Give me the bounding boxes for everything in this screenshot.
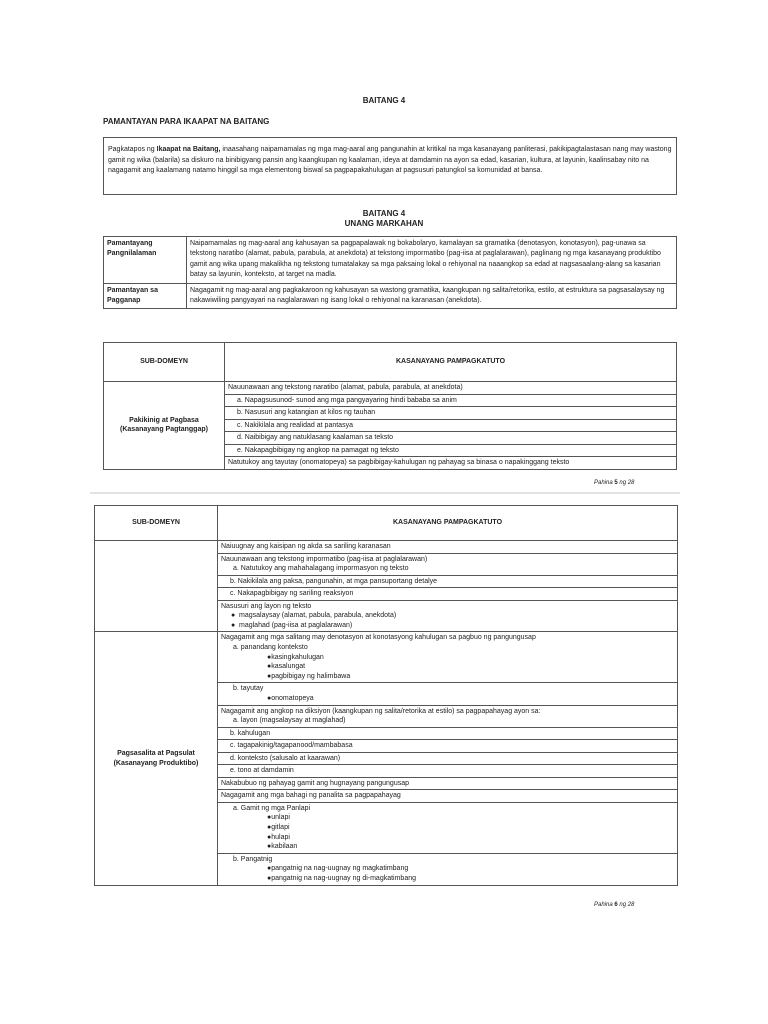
footer-label: Pahina	[594, 902, 615, 908]
table-row: b. Nakikilala ang paksa, pangunahin, at mga pansuportang detalye	[218, 575, 678, 588]
table-row	[218, 802, 678, 853]
row-bullet: kasalungat	[271, 663, 306, 671]
row-bullet: magsalaysay (alamat, pabula, parabula, anekdota)	[239, 612, 397, 620]
bullet-icon: ●	[267, 663, 272, 671]
subdomain-cell: Pagsasalita at Pagsulat (Kasanayang Produktibo)	[95, 632, 218, 885]
page-number-6	[594, 902, 634, 908]
page-divider	[90, 492, 680, 494]
table-row: Nagagamit ang mga bahagi ng panalita sa pagpapahayag	[218, 790, 678, 803]
row-bullet: unlapi	[271, 814, 290, 822]
footer-total: ng 28	[617, 902, 635, 908]
table-row	[218, 853, 678, 885]
row-text: Nagagamit ang mga salitang may denotasyon at konotasyong kahulugan sa pagbuo ng pangungusap	[221, 634, 536, 642]
table-row: b. kahulugan	[218, 727, 678, 740]
quarter-subtitle: UNANG MARKAHAN	[344, 219, 424, 228]
page-title: BAITANG 4	[362, 96, 406, 105]
standard-text: Nagagamit ng mag-aaral ang pagkakaroon ng kahusayan sa wastong gramatika, kaangkupan ng salita/retorika, estilo, at estruktura sa pagsasalaysay ng nakawiwiling pangyayari na naglalarawan ng isang lokal o rehiyonal na karanasan (anekdota).	[187, 283, 677, 309]
competency-table-page5	[103, 342, 677, 470]
row-text: Nagagamit ang angkop na diksiyon (kaangkupan ng salita/retorika at estilo) sa pagpapahayag ayon sa:	[221, 707, 541, 715]
row-bullet: kasingkahulugan	[271, 653, 324, 661]
quarter-title: BAITANG 4	[362, 209, 406, 218]
footer-number: 5	[614, 480, 618, 486]
table-row: b. Nasusuri ang katangian at kilos ng tauhan	[225, 407, 677, 420]
standards-heading: PAMANTAYAN PARA IKAAPAT NA BAITANG	[103, 117, 270, 126]
row-subitem: b. Pangatnig	[233, 855, 273, 863]
table-row	[218, 553, 678, 575]
table-row	[218, 632, 678, 683]
footer-number: 6	[614, 902, 618, 908]
table-row: c. Nakapagbibigay ng sariling reaksiyon	[218, 588, 678, 601]
row-bullet: pagbibigay ng halimbawa	[271, 672, 351, 680]
bullet-icon: ●	[267, 865, 272, 873]
table-row: Nakabubuo ng pahayag gamit ang hugnayang pangungusap	[218, 777, 678, 790]
table-row: c. Nakikilala ang realidad at pantasya	[225, 419, 677, 432]
bullet-icon: ●	[267, 695, 272, 703]
row-text: Nauunawaan ang tekstong impormatibo (pag-iisa at paglalarawan)	[221, 555, 428, 563]
standard-row	[104, 237, 677, 284]
standard-label: Pamantayan sa Pagganap	[104, 283, 187, 309]
table-row: c. tagapakinig/tagapanood/mambabasa	[218, 740, 678, 753]
subdomain-cell: Pakikinig at Pagbasa (Kasanayang Pagtanggap)	[104, 382, 225, 470]
row-text: Nasusuri ang layon ng teksto	[221, 602, 312, 610]
column-header-subdomain: SUB-DOMEYN	[95, 506, 218, 541]
row-bullet: hulapi	[271, 833, 290, 841]
bullet-icon: ●	[267, 874, 272, 882]
intro-text-rest: inaasahang naipamamalas ng mga mag-aaral ang pangunahin at kritikal na mga kasanayang panliterasi, pakikipagtalastasan nang may wastong gamit ng wika (balarila) sa diskuro na binibigyang pansin ang kaangkupan ng kaalaman, ideya at damdamin na ayon sa edad, kasarian, kultura, at layunin, kaalinsabay nito na nagagamit ang kaalamang natamo hinggil sa mga elementong biswal sa pagpapakahulugan at pagsusuri patungkol sa komunidad at bansa.	[108, 146, 672, 175]
table-row	[218, 600, 678, 632]
table-row	[218, 705, 678, 727]
column-header-competency: KASANAYANG PAMPAGKATUTO	[218, 506, 678, 541]
page-number-5	[594, 480, 634, 486]
standard-text: Naipamamalas ng mag-aaral ang kahusayan sa pagpapalawak ng bokabolaryo, kamalayan sa gramatika (denotasyon, konotasyon), pag-unawa sa tekstong naratibo (alamat, pabula, parabula, at anekdota) at tekstong impormatibo (pag-iisa at paglalarawan), paglinang ng mga kasanayang produktibo gamit ang wika upang makalikha ng tekstong tumatalakay sa mga paksaing lokal o rehiyonal na naaangkop sa edad at nagsasaalang-alang sa kasarian batay sa layunin, konteksto, at target na madla.	[187, 237, 677, 284]
bullet-icon: ●	[267, 814, 272, 822]
bullet-icon: ●	[267, 653, 272, 661]
bullet-icon: ●	[267, 833, 272, 841]
row-bullet: pangatnig na nag-uugnay ng di-magkatimbang	[271, 874, 417, 882]
intro-grade-emphasis: Ikaapat na Baitang,	[156, 146, 221, 153]
row-subitem: a. Gamit ng mga Panlapi	[233, 804, 311, 812]
table-row: e. Nakapagbibigay ng angkop na pamagat ng teksto	[225, 444, 677, 457]
row-bullet: gitlapi	[271, 824, 290, 831]
column-header-subdomain: SUB-DOMEYN	[104, 343, 225, 382]
footer-total: ng 28	[617, 480, 635, 486]
intro-text-start: Pagkatapos ng	[108, 146, 157, 153]
row-subitem: a. panandang konteksto	[233, 644, 308, 652]
table-row: Natutukoy ang tayutay (onomatopeya) sa pagbibigay-kahulugan ng pahayag sa binasa o napakinggang teksto	[225, 457, 677, 470]
intro-paragraph	[103, 137, 677, 195]
column-header-competency: KASANAYANG PAMPAGKATUTO	[225, 343, 677, 382]
row-subitem: b. tayutay	[233, 685, 264, 693]
bullet-icon: ●	[231, 621, 236, 629]
row-subitem: a. Natutukoy ang mahahalagang impormasyon ng teksto	[233, 565, 409, 573]
footer-label: Pahina	[594, 480, 615, 486]
table-row: d. konteksto (salusalo at kaarawan)	[218, 752, 678, 765]
bullet-icon: ●	[267, 843, 272, 851]
table-row: Nauunawaan ang tekstong naratibo (alamat, pabula, parabula, at anekdota)	[225, 382, 677, 395]
bullet-icon: ●	[267, 824, 272, 831]
table-row	[218, 683, 678, 705]
table-row: a. Napagsusunod- sunod ang mga pangyayaring hindi bababa sa anim	[225, 394, 677, 407]
subdomain-cell-upper	[95, 541, 218, 632]
row-bullet: kabilaan	[271, 843, 298, 851]
bullet-icon: ●	[231, 612, 236, 620]
standard-row	[104, 283, 677, 309]
row-bullet: maglahad (pag-iisa at paglalarawan)	[239, 621, 353, 629]
table-row: Naiuugnay ang kaisipan ng akda sa sariling karanasan	[218, 541, 678, 554]
bullet-icon: ●	[267, 672, 272, 680]
table-row: e. tono at damdamin	[218, 765, 678, 778]
row-bullet: onomatopeya	[271, 695, 314, 703]
table-row: d. Naibibigay ang natuklasang kaalaman sa teksto	[225, 432, 677, 445]
row-bullet: pangatnig na nag-uugnay ng magkatimbang	[271, 865, 409, 873]
standards-table	[103, 236, 677, 309]
row-subitem: a. layon (magsalaysay at maglahad)	[233, 717, 346, 725]
standard-label: Pamantayang Pangnilalaman	[104, 237, 187, 284]
competency-table-page6	[94, 505, 678, 886]
